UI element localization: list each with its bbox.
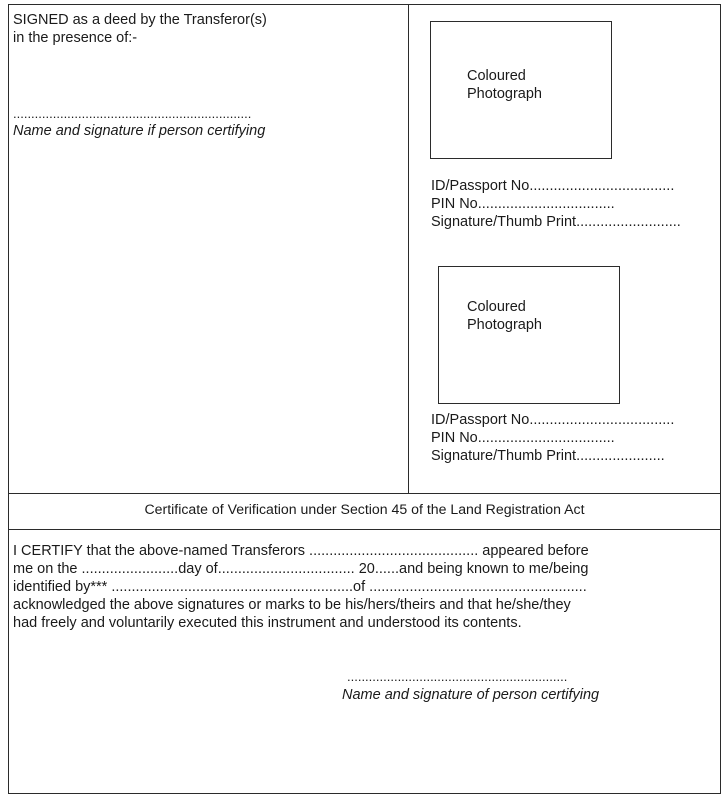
- pin-1: PIN No..................................: [431, 196, 615, 212]
- certificate-heading: Certificate of Verification under Section 45 of the Land Registration Act: [144, 501, 585, 517]
- top-border: [8, 4, 721, 5]
- witness-signature-dots: ..................................................................: [13, 106, 252, 121]
- bottom-border: [8, 793, 721, 794]
- left-border: [8, 4, 9, 794]
- signed-line-2: in the presence of:-: [13, 30, 138, 46]
- photo-box-1: [430, 21, 612, 159]
- heading-bottom-rule: [8, 529, 721, 530]
- certificate-line-4: acknowledged the above signatures or marks to be his/hers/theirs and that he/she/they: [13, 597, 571, 613]
- id-passport-1: ID/Passport No....................................: [431, 178, 675, 194]
- right-border: [720, 4, 721, 794]
- witness-caption: Name and signature if person certifying: [13, 123, 266, 139]
- certificate-line-3: identified by*** ............................................................of ......................................................: [13, 579, 587, 595]
- signature-thumb-2: Signature/Thumb Print......................: [431, 448, 665, 464]
- certificate-line-1: I CERTIFY that the above-named Transferors .......................................... appeared before: [13, 543, 589, 559]
- certifier-signature-dots: .............................................................: [347, 669, 568, 684]
- certificate-line-5: had freely and voluntarily executed this instrument and understood its contents.: [13, 615, 522, 631]
- pin-2: PIN No..................................: [431, 430, 615, 446]
- photo-label-2a: Coloured: [467, 299, 526, 315]
- photo-box-2: [438, 266, 620, 404]
- photo-label-1b: Photograph: [467, 86, 542, 102]
- photo-label-1a: Coloured: [467, 68, 526, 84]
- signature-thumb-1: Signature/Thumb Print..........................: [431, 214, 681, 230]
- heading-top-rule: [8, 493, 721, 494]
- signed-line-1: SIGNED as a deed by the Transferor(s): [13, 12, 267, 28]
- certificate-line-2: me on the ........................day of.................................. 20......and being known to me/being: [13, 561, 589, 577]
- column-divider: [408, 4, 409, 493]
- photo-label-2b: Photograph: [467, 317, 542, 333]
- id-passport-2: ID/Passport No....................................: [431, 412, 675, 428]
- certifier-caption: Name and signature of person certifying: [342, 687, 600, 703]
